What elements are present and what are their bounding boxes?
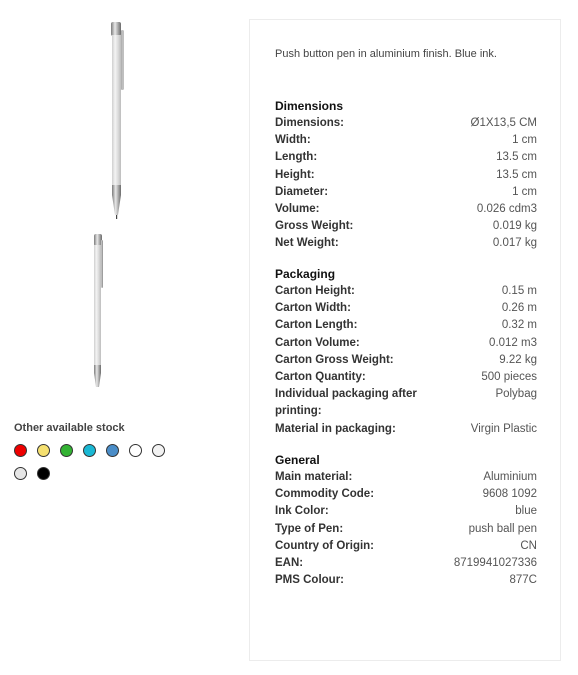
color-swatch-yellow[interactable] — [37, 444, 50, 457]
spec-key: Material in packaging: — [275, 422, 396, 435]
spec-key: PMS Colour: — [275, 574, 344, 587]
spec-row — [275, 235, 537, 252]
spec-key: Carton Width: — [275, 302, 351, 315]
spec-key: Dimensions: — [275, 117, 345, 129]
other-stock-section — [14, 422, 234, 480]
spec-value: 0.26 m — [501, 302, 537, 315]
dimensions-section — [275, 98, 537, 253]
spec-key: Carton Gross Weight: — [275, 353, 394, 366]
spec-key: Carton Length: — [275, 319, 358, 332]
spec-value: 1 cm — [512, 134, 537, 147]
spec-key: Carton Height: — [275, 285, 355, 297]
packaging-section — [275, 266, 537, 438]
spec-row — [275, 555, 537, 572]
spec-row — [275, 503, 537, 520]
spec-value: 8719941027336 — [453, 557, 537, 570]
spec-key: Width: — [275, 134, 311, 147]
color-swatch-silver[interactable] — [14, 467, 27, 480]
spec-value: 9608 1092 — [482, 488, 537, 501]
spec-value: 9.22 kg — [499, 353, 537, 366]
product-description: Push button pen in aluminium finish. Blue ink. — [275, 48, 497, 60]
spec-key: Type of Pen: — [275, 522, 344, 535]
spec-value: blue — [515, 505, 537, 518]
spec-key: Commodity Code: — [275, 488, 375, 501]
spec-row — [275, 369, 537, 386]
spec-row — [275, 149, 537, 166]
spec-value: 0.026 cdm3 — [476, 203, 537, 216]
spec-key: Main material: — [275, 471, 353, 483]
spec-value: 500 pieces — [481, 371, 537, 384]
spec-row — [275, 300, 537, 317]
dimensions-title: Dimensions — [275, 99, 344, 113]
spec-value: 0.32 m — [501, 319, 537, 332]
color-swatch-cyan[interactable] — [83, 444, 96, 457]
spec-row — [275, 184, 537, 201]
spec-key: Volume: — [275, 203, 320, 216]
spec-key: Height: — [275, 168, 315, 181]
spec-row — [275, 469, 537, 486]
spec-row — [275, 218, 537, 235]
spec-value: 13.5 cm — [496, 151, 537, 164]
spec-value: 1 cm — [512, 185, 537, 198]
spec-value: 13.5 cm — [496, 168, 537, 181]
spec-row — [275, 521, 537, 538]
spec-value: Polybag — [495, 388, 537, 401]
spec-row — [275, 283, 537, 300]
spec-row — [275, 386, 537, 420]
product-spec-card — [249, 19, 561, 661]
spec-value: 0.15 m — [501, 285, 537, 297]
spec-key: Individual packaging after printing: — [275, 388, 417, 418]
color-swatch-blue[interactable] — [106, 444, 119, 457]
spec-value: 0.017 kg — [492, 237, 537, 250]
spec-row — [275, 167, 537, 184]
spec-key: Length: — [275, 151, 318, 164]
spec-value: 0.012 m3 — [489, 336, 537, 349]
packaging-title: Packaging — [275, 267, 336, 281]
spec-value: push ball pen — [468, 522, 537, 535]
spec-key: Net Weight: — [275, 237, 339, 250]
spec-row — [275, 335, 537, 352]
spec-key: Carton Quantity: — [275, 371, 366, 384]
spec-value: Virgin Plastic — [470, 422, 537, 435]
color-swatch-white[interactable] — [129, 444, 142, 457]
spec-row — [275, 421, 537, 438]
pen-image-thumbnail[interactable] — [88, 232, 108, 390]
spec-row — [275, 538, 537, 555]
spec-row — [275, 201, 537, 218]
spec-key: Country of Origin: — [275, 539, 375, 552]
color-swatch-green[interactable] — [60, 444, 73, 457]
spec-key: EAN: — [275, 557, 304, 570]
spec-value: Aluminium — [483, 471, 537, 483]
spec-row — [275, 115, 537, 132]
spec-value: 877C — [509, 574, 537, 587]
spec-key: Gross Weight: — [275, 220, 354, 233]
general-title: General — [275, 453, 320, 467]
spec-value: 0.019 kg — [492, 220, 537, 233]
spec-key: Ink Color: — [275, 505, 329, 518]
product-gallery — [0, 0, 240, 675]
spec-row — [275, 352, 537, 369]
color-swatch-red[interactable] — [14, 444, 27, 457]
other-stock-title: Other available stock — [14, 422, 125, 434]
general-section — [275, 452, 537, 589]
color-swatch-light-grey[interactable] — [152, 444, 165, 457]
color-swatch-black[interactable] — [37, 467, 50, 480]
spec-value: Ø1X13,5 CM — [470, 117, 537, 129]
spec-row — [275, 486, 537, 503]
color-swatch-list — [14, 444, 179, 480]
spec-value: CN — [520, 539, 537, 552]
spec-key: Diameter: — [275, 185, 329, 198]
spec-key: Carton Volume: — [275, 336, 360, 349]
spec-row — [275, 132, 537, 149]
spec-row — [275, 572, 537, 589]
spec-row — [275, 317, 537, 334]
pen-image-main[interactable] — [104, 20, 130, 220]
